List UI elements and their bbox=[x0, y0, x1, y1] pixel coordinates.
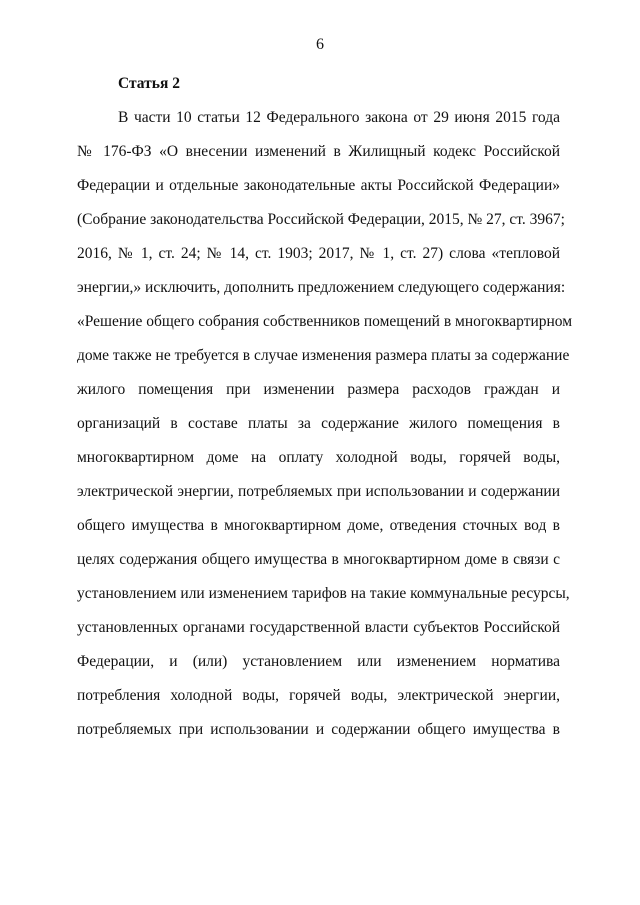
text-line: электрической энергии, потребляемых при использовании и содержании bbox=[77, 483, 560, 500]
text-line: установленных органами государственной власти субъектов Российской bbox=[77, 619, 560, 636]
text-line: «Решение общего собрания собственников помещений в многоквартирном bbox=[77, 313, 573, 330]
text-line: (Собрание законодательства Российской Федерации, 2015, № 27, ст. 3967; bbox=[77, 211, 565, 228]
page-number: 6 bbox=[316, 36, 324, 53]
text-line: общего имущества в многоквартирном доме, отведения сточных вод в bbox=[77, 517, 560, 534]
text-line: В части 10 статьи 12 Федерального закона от 29 июня 2015 года bbox=[118, 109, 560, 126]
text-line: Федерации и отдельные законодательные акты Российской Федерации» bbox=[77, 177, 560, 194]
text-line: № 176-ФЗ «О внесении изменений в Жилищный кодекс Российской bbox=[77, 143, 560, 160]
text-line: многоквартирном доме на оплату холодной воды, горячей воды, bbox=[77, 449, 560, 466]
text-line: установлением или изменением тарифов на такие коммунальные ресурсы, bbox=[77, 585, 570, 602]
text-line: жилого помещения при изменении размера расходов граждан и bbox=[77, 381, 560, 398]
text-line: организаций в составе платы за содержание жилого помещения в bbox=[77, 415, 560, 432]
text-line: доме также не требуется в случае изменения размера платы за содержание bbox=[77, 347, 570, 364]
text-line: целях содержания общего имущества в многоквартирном доме в связи с bbox=[77, 551, 560, 568]
article-heading: Статья 2 bbox=[118, 75, 180, 92]
text-line: Федерации, и (или) установлением или изменением норматива bbox=[77, 653, 560, 670]
text-line: энергии,» исключить, дополнить предложением следующего содержания: bbox=[77, 279, 566, 296]
text-line: 2016, № 1, ст. 24; № 14, ст. 1903; 2017, № 1, ст. 27) слова «тепловой bbox=[77, 245, 560, 262]
text-line: потребляемых при использовании и содержании общего имущества в bbox=[77, 721, 560, 738]
text-line: потребления холодной воды, горячей воды, электрической энергии, bbox=[77, 687, 560, 704]
